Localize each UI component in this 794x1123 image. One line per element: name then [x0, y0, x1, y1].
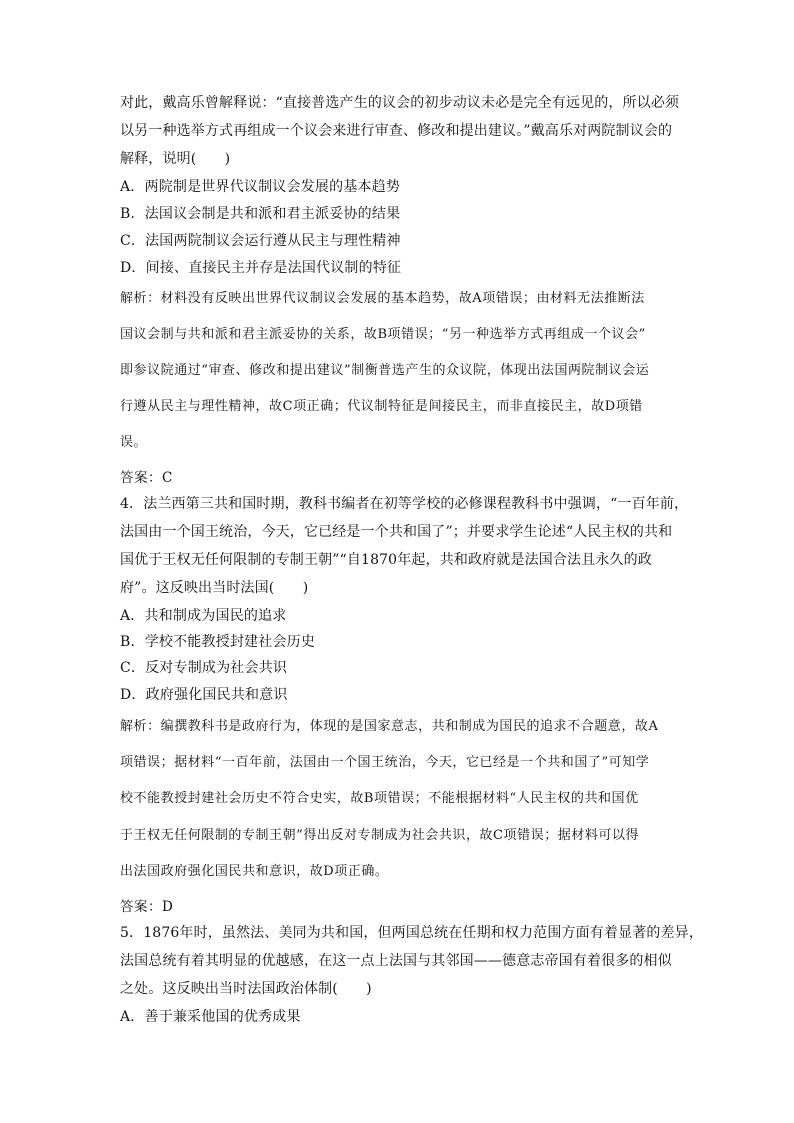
q4-analysis-line: 出法国政府强化国民共和意识，故D项正确。	[120, 864, 389, 879]
q3-stem-line: 解释，说明( )	[120, 151, 231, 167]
q5-stem-line: 5．1876年时，虽然法、美同为共和国，但两国总统在任期和权力范围方面有着显著的差异，	[120, 925, 703, 941]
q4-analysis-line: 校不能教授封建社会历史不符合史实，故B项错误；不能根据材料“人民主权的共和国优	[120, 791, 639, 806]
q4-analysis-line: 项错误；据材料“一百年前，法国由一个国王统治，今天，它已经是一个共和国了”可知学	[120, 755, 650, 770]
q4-option-c: C．反对专制成为社会共识	[120, 660, 288, 676]
q3-option-c: C．法国两院制议会运行遵从民主与理性精神	[120, 233, 401, 249]
q3-stem-line: 以另一种选举方式再组成一个议会来进行审查、修改和提出建议。”戴高乐对两院制议会的	[120, 123, 673, 139]
q3-option-a: A．两院制是世界代议制议会发展的基本趋势	[120, 179, 401, 195]
q4-option-b: B．学校不能教授封建社会历史	[120, 634, 316, 650]
q5-stem-line: 之处。这反映出当时法国政治体制( )	[120, 981, 372, 997]
q3-option-d: D．间接、直接民主并存是法国代议制的特征	[120, 260, 402, 276]
q3-analysis-line: 解析：材料没有反映出世界代议制议会发展的基本趋势，故A项错误；由材料无法推断法	[120, 291, 645, 306]
q4-stem-line: 4．法兰西第三共和国时期，教科书编者在初等学校的必修课程教科书中强调，“一百年前，	[120, 496, 689, 512]
q4-option-a: A．共和制成为国民的追求	[120, 608, 287, 624]
q3-analysis-line: 行遵从民主与理性精神，故C项正确；代议制特征是间接民主，而非直接民主，故D项错	[120, 399, 643, 414]
q4-stem-line: 国优于王权无任何限制的专制王朝”“自1870年起，共和政府就是法国合法且永久的政	[120, 552, 652, 568]
q4-stem-line: 法国由一个国王统治，今天，它已经是一个共和国了”；并要求学生论述“人民主权的共和	[120, 524, 673, 540]
q5-stem-line: 法国总统有着其明显的优越感，在这一点上法国与其邻国——德意志帝国有着很多的相似	[120, 953, 672, 969]
q4-answer: 答案：D	[120, 899, 174, 915]
q3-answer: 答案：C	[120, 470, 173, 486]
q3-analysis-line: 误。	[120, 435, 148, 450]
q4-analysis-line: 解析：编撰教科书是政府行为，体现的是国家意志，共和制成为国民的追求不合题意，故A	[120, 719, 659, 734]
q3-option-b: B．法国议会制是共和派和君主派妥协的结果	[120, 206, 401, 222]
q4-analysis-line: 于王权无任何限制的专制王朝”得出反对专制成为社会共识，故C项错误；据材料可以得	[120, 828, 640, 843]
q3-stem-line: 对此，戴高乐曾解释说：“直接普选产生的议会的初步动议未必是完全有远见的，所以必须	[120, 95, 680, 111]
q4-option-d: D．政府强化国民共和意识	[120, 687, 288, 703]
q5-option-a: A．善于兼采他国的优秀成果	[120, 1009, 301, 1025]
q3-analysis-line: 即参议院通过“审查、修改和提出建议”制衡普选产生的众议院，体现出法国两院制议会运	[120, 363, 650, 378]
q4-stem-line: 府”。这反映出当时法国( )	[120, 580, 309, 596]
q3-analysis-line: 国议会制与共和派和君主派妥协的关系，故B项错误；“另一种选举方式再组成一个议会”	[120, 327, 646, 342]
